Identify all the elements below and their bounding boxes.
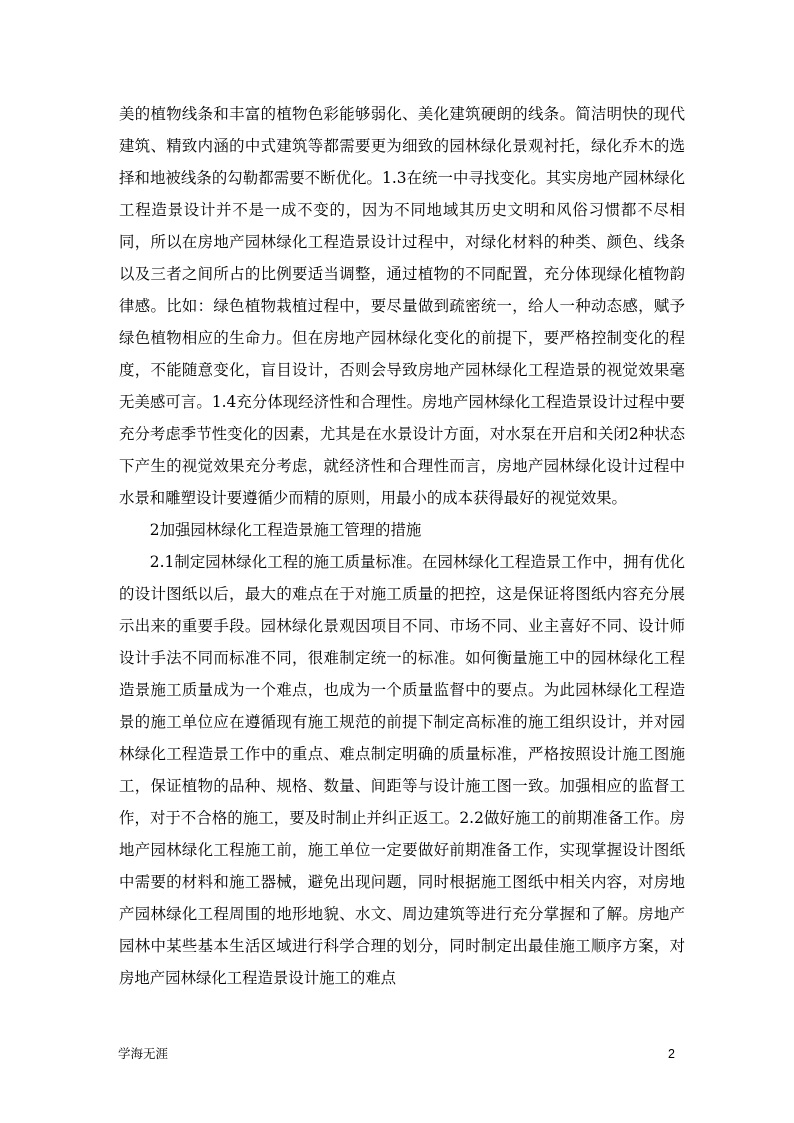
footer-text: 学海无涯 — [118, 1046, 169, 1061]
document-body — [119, 98, 685, 994]
page-number: 2 — [668, 1047, 675, 1061]
body-paragraph-2: 2.1制定园林绿化工程的施工质量标准。在园林绿化工程造景工作中，拥有优化的设计图纸以后，最大的难点在于对施工质量的把控，这是保证将图纸内容充分展示出来的重要手段。园林绿化景观因项目不同、市场不同、业主喜好不同、设计师设计手法不同而标准不同，很难制定统一的标准。如何衡量施工中的园林绿化工程造景施工质量成为一个难点，也成为一个质量监督中的要点。为此园林绿化工程造景的施工单位应在遵循现有施工规范的前提下制定高标准的施工组织设计，并对园林绿化工程造景工作中的重点、难点制定明确的质量标准，严格按照设计施工图施工，保证植物的品种、规格、数量、间距等与设计施工图一致。加强相应的监督工作，对于不合格的施工，要及时制止并纠正返工。2.2做好施工的前期准备工作。房地产园林绿化工程施工前，施工单位一定要做好前期准备工作，实现掌握设计图纸中需要的材料和施工器械，避免出现问题，同时根据施工图纸中相关内容，对房地产园林绿化工程周围的地形地貌、水文、周边建筑等进行充分掌握和了解。房地产园林中某些基本生活区域进行科学合理的划分，同时制定出最佳施工顺序方案，对房地产园林绿化工程造景设计施工的难点 — [119, 553, 685, 987]
body-paragraph-1: 美的植物线条和丰富的植物色彩能够弱化、美化建筑硬朗的线条。简洁明快的现代建筑、精致内涵的中式建筑等都需要更为细致的园林绿化景观衬托，绿化乔木的选择和地被线条的勾勒都需要不断优化。1.3在统一中寻找变化。其实房地产园林绿化工程造景设计并不是一成不变的，因为不同地域其历史文明和风俗习惯都不尽相同，所以在房地产园林绿化工程造景设计过程中，对绿化材料的种类、颜色、线条以及三者之间所占的比例要适当调整，通过植物的不同配置，充分体现绿化植物韵律感。比如：绿色植物栽植过程中，要尽量做到疏密统一，给人一种动态感，赋予绿色植物相应的生命力。但在房地产园林绿化变化的前提下，要严格控制变化的程度，不能随意变化，盲目设计，否则会导致房地产园林绿化工程造景的视觉效果毫无美感可言。1.4充分体现经济性和合理性。房地产园林绿化工程造景设计过程中要充分考虑季节性变化的因素，尤其是在水景设计方面，对水泵在开启和关闭2种状态下产生的视觉效果充分考虑，就经济性和合理性而言，房地产园林绿化设计过程中水景和雕塑设计要遵循少而精的原则，用最小的成本获得最好的视觉效果。 — [119, 105, 685, 507]
section-heading: 2加强园林绿化工程造景施工管理的措施 — [149, 521, 422, 539]
